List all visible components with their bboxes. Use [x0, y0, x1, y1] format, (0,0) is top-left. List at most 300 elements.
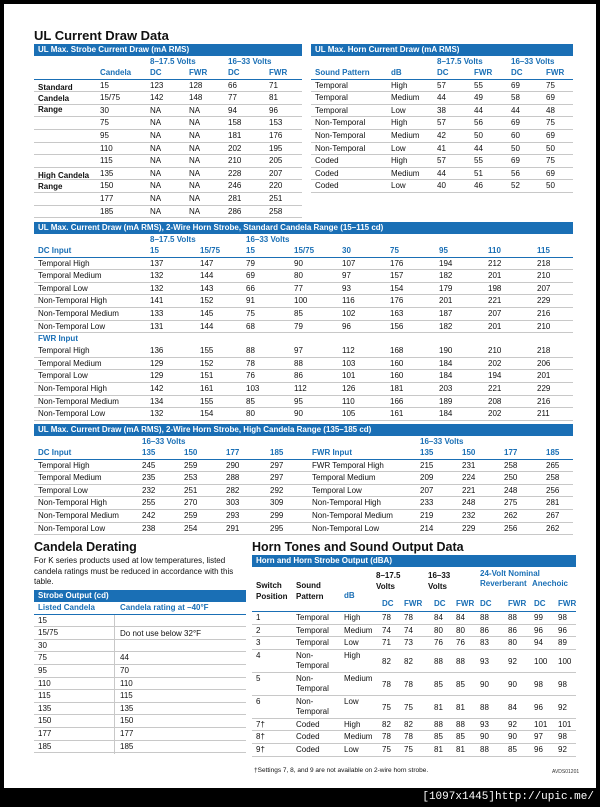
table-cell: 207: [537, 283, 551, 293]
col-fwr: FWR: [456, 599, 475, 608]
table-cell: NA: [150, 143, 162, 153]
table-cell: 242: [142, 510, 156, 520]
table-cell: 248: [504, 485, 518, 495]
col-candela-1: 15/75: [200, 246, 221, 255]
table-cell: 144: [200, 271, 214, 281]
table-cell: 259: [184, 510, 198, 520]
table-cell: 155: [200, 396, 214, 406]
table-row: [34, 460, 573, 473]
table-cell: FWR Temporal High: [312, 460, 384, 470]
fwr-input-label: FWR Input: [312, 448, 352, 457]
document-code: AVDS01201: [552, 769, 580, 775]
table-cell: 93: [480, 656, 489, 666]
table-cell: 40: [437, 181, 446, 191]
table-cell: 142: [150, 383, 164, 393]
table-cell: Non-Temporal Low: [38, 523, 106, 533]
table-cell: 51: [474, 168, 483, 178]
table-cell: 150: [38, 716, 52, 726]
table-cell: 95: [294, 396, 303, 406]
table-cell: 181: [228, 130, 242, 140]
table-cell: 90: [480, 732, 489, 742]
table-cell: 92: [558, 702, 567, 712]
table-cell: 82: [404, 719, 413, 729]
table-cell: Medium: [344, 625, 373, 635]
col-sound-pattern: Sound Pattern: [315, 68, 370, 77]
table-cell: NA: [189, 206, 201, 216]
table-cell: 286: [228, 206, 242, 216]
table-cell: 103: [246, 383, 260, 393]
col-candela-135: 135: [420, 448, 434, 457]
table-cell: Medium: [391, 93, 420, 103]
table-cell: 80: [434, 625, 443, 635]
table-cell: NA: [189, 143, 201, 153]
table-cell: Temporal Medium: [312, 473, 376, 483]
table-cell: 198: [488, 283, 502, 293]
table-cell: 41: [437, 143, 446, 153]
table-cell: 85: [434, 732, 443, 742]
table-cell: 76: [434, 638, 443, 648]
table-cell: 97: [294, 346, 303, 356]
table-cell: 184: [439, 371, 453, 381]
table-cell: 245: [142, 460, 156, 470]
table-cell: 177: [120, 728, 134, 738]
table-cell: 253: [184, 473, 198, 483]
table-cell: Temporal: [315, 93, 348, 103]
table-cell: 90: [508, 732, 517, 742]
table-cell: 56: [474, 118, 483, 128]
table-cell: 187: [439, 308, 453, 318]
col-fwr: FWR: [546, 68, 565, 77]
table-cell: 190: [439, 346, 453, 356]
std2-group-a: 8–17.5 Volts: [150, 235, 196, 244]
table-cell: 262: [546, 523, 560, 533]
col-dc: DC: [382, 599, 394, 608]
table-cell: 86: [480, 625, 489, 635]
col-candela: Candela: [100, 68, 132, 77]
table-cell: 182: [439, 271, 453, 281]
col-dc: DC: [434, 599, 446, 608]
table-cell: 155: [200, 346, 214, 356]
col-dc: DC: [511, 68, 523, 77]
two-wire-high-header: UL Max. Current Draw (mA RMS), 2-Wire Horn Strobe, High Candela Range (135–185 cd): [34, 424, 573, 436]
table-cell: NA: [150, 206, 162, 216]
table-cell: 81: [456, 744, 465, 754]
table-cell: 69: [511, 118, 520, 128]
table-cell: Non-Temporal Low: [38, 321, 106, 331]
table-cell: 96: [534, 702, 543, 712]
table-cell: 232: [462, 510, 476, 520]
col-fwr: FWR: [404, 599, 423, 608]
table-cell: Low: [344, 744, 359, 754]
table-cell: 75: [382, 744, 391, 754]
table-cell: 256: [504, 523, 518, 533]
table-row: [34, 295, 573, 308]
table-cell: 201: [488, 271, 502, 281]
table-cell: 48: [546, 105, 555, 115]
table-cell: 205: [269, 156, 283, 166]
col-db: dB: [391, 68, 402, 77]
table-cell: Non-Temporal Medium: [38, 396, 119, 406]
table-cell: 220: [269, 181, 283, 191]
table-cell: NA: [150, 118, 162, 128]
table-cell: 141: [150, 296, 164, 306]
table-cell: 74: [404, 625, 413, 635]
spec-page: [4, 4, 596, 788]
table-cell: 90: [294, 409, 303, 419]
table-cell: 85: [434, 679, 443, 689]
tones-table: [252, 555, 580, 775]
table-cell: 73: [404, 638, 413, 648]
table-cell: Non-Temporal High: [38, 498, 107, 508]
table-cell: 297: [270, 460, 284, 470]
table-cell: 229: [537, 383, 551, 393]
table-cell: 69: [546, 168, 555, 178]
table-cell: 75: [546, 80, 555, 90]
table-cell: 184: [439, 409, 453, 419]
table-cell: 80: [508, 638, 517, 648]
table-cell: 303: [226, 498, 240, 508]
table-cell: 150: [100, 181, 114, 191]
table-cell: 238: [142, 523, 156, 533]
table-cell: 75: [382, 702, 391, 712]
table-cell: 55: [474, 80, 483, 90]
col-dc: DC: [534, 599, 546, 608]
table-cell: 71: [269, 80, 278, 90]
table-cell: 115: [120, 691, 133, 701]
table-cell: 92: [508, 719, 517, 729]
table-cell: 30: [100, 105, 109, 115]
table-cell: Temporal Low: [312, 485, 362, 495]
table-cell: 258: [504, 460, 518, 470]
table-cell: 79: [294, 321, 303, 331]
table-cell: 168: [390, 346, 404, 356]
col-candela-150: 150: [462, 448, 476, 457]
table-cell: 44: [437, 93, 446, 103]
table-cell: 89: [558, 638, 567, 648]
table-cell: 160: [390, 371, 404, 381]
table-row: [311, 117, 573, 130]
col-candela-135: 135: [142, 448, 156, 457]
derating-row: [34, 615, 246, 628]
table-cell: 74: [382, 625, 391, 635]
table-cell: 203: [439, 383, 453, 393]
table-cell: 129: [150, 358, 164, 368]
table-cell: 291: [226, 523, 240, 533]
table-cell: Non-Temporal: [296, 650, 329, 670]
table-cell: 152: [200, 358, 214, 368]
table-cell: 132: [150, 409, 164, 419]
table-cell: 131: [150, 321, 164, 331]
table-cell: 210: [537, 321, 551, 331]
table-cell: 8†: [256, 732, 265, 742]
table-cell: Medium: [344, 673, 373, 683]
col-candela-177: 177: [504, 448, 518, 457]
table-cell: 275: [504, 498, 518, 508]
col-dc: DC: [437, 68, 449, 77]
table-cell: 96: [534, 744, 543, 754]
table-row: [311, 155, 573, 168]
table-cell: 128: [189, 80, 203, 90]
table-cell: 93: [342, 283, 351, 293]
table-row: [34, 396, 573, 409]
table-cell: Coded: [296, 719, 320, 729]
table-cell: 30: [38, 640, 47, 650]
table-cell: 100: [534, 656, 548, 666]
table-cell: 194: [488, 371, 502, 381]
tones-table-header: Horn and Horn Strobe Output (dBA): [252, 555, 576, 567]
table-cell: 246: [228, 181, 242, 191]
table-cell: NA: [189, 105, 201, 115]
high-candela-label: High Candela Range: [38, 170, 90, 191]
table-cell: 137: [150, 258, 164, 268]
table-cell: 254: [184, 523, 198, 533]
table-cell: NA: [189, 193, 201, 203]
table-cell: 258: [546, 473, 560, 483]
high2-group-dc: 16–33 Volts: [142, 437, 186, 446]
table-cell: 68: [246, 321, 255, 331]
table-row: [34, 155, 302, 168]
table-row: [34, 117, 302, 130]
table-cell: 135: [38, 703, 52, 713]
table-cell: 153: [269, 118, 283, 128]
table-cell: 145: [200, 308, 214, 318]
table-cell: 309: [270, 498, 284, 508]
tones-reverberant: Reverberant: [480, 579, 527, 588]
table-cell: Coded: [296, 744, 320, 754]
table-cell: 85: [294, 308, 303, 318]
table-cell: 80: [246, 409, 255, 419]
table-cell: 185: [38, 741, 52, 751]
table-cell: 49: [474, 93, 483, 103]
strobe-group-b: 16–33 Volts: [228, 57, 272, 66]
table-cell: 157: [390, 271, 404, 281]
table-cell: 56: [511, 168, 520, 178]
dc-input-label: DC Input: [38, 448, 72, 457]
table-cell: 163: [390, 308, 404, 318]
table-cell: 75: [546, 118, 555, 128]
table-cell: Non-Temporal High: [38, 383, 107, 393]
table-cell: 75: [38, 653, 47, 663]
table-cell: 57: [437, 118, 446, 128]
table-cell: 221: [488, 296, 502, 306]
table-cell: 78: [404, 679, 413, 689]
table-cell: Temporal Medium: [38, 473, 102, 483]
table-cell: 185: [120, 741, 134, 751]
table-cell: 142: [150, 93, 164, 103]
table-cell: 221: [462, 485, 476, 495]
table-cell: 78: [382, 613, 391, 622]
table-row: [34, 92, 302, 105]
table-cell: 132: [150, 271, 164, 281]
table-cell: Non-Temporal High: [312, 498, 381, 508]
table-cell: 66: [246, 283, 255, 293]
table-cell: 161: [390, 409, 404, 419]
table-cell: 44: [437, 168, 446, 178]
table-cell: High: [344, 613, 361, 622]
table-cell: 83: [480, 638, 489, 648]
derating-table-header: Strobe Output (cd): [34, 590, 246, 602]
table-cell: Temporal High: [38, 346, 90, 356]
table-cell: Non-Temporal Medium: [38, 308, 119, 318]
table-row: [311, 80, 573, 93]
table-row: [34, 358, 573, 371]
table-cell: 96: [558, 625, 567, 635]
table-cell: 84: [434, 613, 443, 622]
table-row: [34, 510, 573, 523]
table-cell: 112: [294, 383, 307, 393]
table-cell: NA: [150, 168, 162, 178]
table-cell: 44: [474, 105, 483, 115]
table-cell: 57: [437, 156, 446, 166]
table-cell: 136: [150, 346, 164, 356]
table-cell: 1: [256, 613, 261, 622]
table-cell: 75: [404, 702, 413, 712]
table-cell: Non-Temporal High: [38, 296, 107, 306]
table-cell: 251: [269, 193, 283, 203]
table-cell: 101: [534, 719, 548, 729]
table-cell: 84: [508, 702, 517, 712]
table-cell: 207: [269, 168, 283, 178]
table-cell: 194: [439, 258, 453, 268]
table-row: [34, 383, 573, 396]
table-row: [311, 168, 573, 181]
table-cell: 52: [511, 181, 520, 191]
table-cell: Coded: [315, 181, 339, 191]
table-cell: 148: [189, 93, 203, 103]
table-cell: Temporal: [315, 105, 348, 115]
table-cell: 103: [342, 358, 356, 368]
col-candela-2: 15: [246, 246, 255, 255]
table-row: [311, 180, 573, 193]
table-cell: 181: [390, 383, 404, 393]
derating-text: For K series products used at low temperatures, listed candela ratings must be reduced in accordance with this table.: [34, 556, 234, 586]
table-cell: 189: [439, 396, 453, 406]
table-cell: 88: [480, 613, 489, 622]
tones-group-2: 16–33 Volts: [428, 571, 451, 591]
table-cell: 88: [456, 656, 465, 666]
standard-candela-label: Standard Candela Range: [38, 82, 73, 114]
col-sound-pattern: Sound Pattern: [296, 581, 324, 601]
table-cell: High: [391, 156, 408, 166]
table-cell: 177: [100, 193, 114, 203]
horn-table-header: UL Max. Horn Current Draw (mA RMS): [311, 44, 573, 56]
two-wire-standard-header: UL Max. Current Draw (mA RMS), 2-Wire Horn Strobe, Standard Candela Range (15–115 cd): [34, 222, 573, 234]
col-db: dB: [344, 591, 355, 600]
table-cell: 78: [404, 613, 413, 622]
table-cell: 9†: [256, 744, 265, 754]
table-cell: 116: [342, 296, 355, 306]
table-cell: 258: [269, 206, 283, 216]
table-cell: 202: [488, 409, 502, 419]
col-candela-150: 150: [184, 448, 198, 457]
table-cell: 100: [558, 656, 572, 666]
table-cell: 46: [474, 181, 483, 191]
table-cell: 256: [546, 485, 560, 495]
table-row: [34, 308, 573, 321]
table-cell: NA: [150, 193, 162, 203]
table-cell: 202: [488, 358, 502, 368]
table-cell: 88: [508, 613, 517, 622]
table-cell: 88: [294, 358, 303, 368]
table-cell: 84: [456, 613, 465, 622]
table-cell: 55: [474, 156, 483, 166]
table-cell: Coded: [315, 156, 339, 166]
derating-row: [34, 627, 246, 640]
table-cell: 90: [508, 679, 517, 689]
strobe-table-header: UL Max. Strobe Current Draw (mA RMS): [34, 44, 302, 56]
table-cell: High: [344, 650, 361, 660]
col-candela-185: 185: [270, 448, 284, 457]
table-row: [311, 130, 573, 143]
table-cell: NA: [150, 181, 162, 191]
table-cell: 219: [420, 510, 434, 520]
table-cell: Medium: [344, 732, 373, 742]
table-cell: 97: [342, 271, 351, 281]
table-cell: 96: [534, 625, 543, 635]
table-cell: Non-Temporal: [315, 118, 366, 128]
table-cell: 281: [228, 193, 242, 203]
table-cell: 94: [228, 105, 237, 115]
table-cell: 156: [390, 321, 404, 331]
table-row: [34, 168, 302, 181]
tones-row: [252, 625, 576, 638]
table-cell: 5: [256, 673, 261, 683]
derating-row: [34, 640, 246, 653]
table-cell: 154: [200, 409, 214, 419]
table-cell: Temporal High: [38, 258, 90, 268]
table-cell: Temporal Low: [38, 371, 88, 381]
table-cell: 80: [294, 271, 303, 281]
table-cell: 143: [200, 283, 214, 293]
table-cell: Low: [391, 181, 406, 191]
col-candela-5: 75: [390, 246, 399, 255]
table-cell: 206: [537, 358, 551, 368]
col-candela-185: 185: [546, 448, 560, 457]
table-cell: 96: [269, 105, 278, 115]
table-cell: 299: [270, 510, 284, 520]
table-cell: 71: [382, 638, 391, 648]
table-cell: 92: [508, 656, 517, 666]
table-cell: 90: [294, 258, 303, 268]
table-cell: 154: [390, 283, 404, 293]
table-cell: 212: [488, 258, 502, 268]
table-cell: 292: [270, 485, 284, 495]
table-cell: 80: [456, 625, 465, 635]
tones-title: Horn Tones and Sound Output Data: [252, 540, 464, 554]
table-cell: 102: [342, 308, 356, 318]
table-row: [34, 321, 573, 334]
table-cell: 265: [546, 460, 560, 470]
table-cell: NA: [189, 130, 201, 140]
fwr-input-label: FWR Input: [38, 334, 78, 344]
table-cell: 151: [200, 371, 214, 381]
table-cell: 50: [546, 181, 555, 191]
table-cell: 98: [534, 679, 543, 689]
table-cell: 88: [246, 346, 255, 356]
table-cell: 78: [382, 732, 391, 742]
tones-row: [252, 673, 576, 696]
table-cell: Non-Temporal Low: [312, 523, 380, 533]
table-cell: 66: [228, 80, 237, 90]
col-fwr: FWR: [189, 68, 208, 77]
table-cell: 98: [558, 679, 567, 689]
table-cell: Temporal: [296, 638, 329, 648]
table-cell: 107: [342, 258, 356, 268]
table-cell: 135: [100, 168, 114, 178]
table-cell: 251: [184, 485, 198, 495]
table-cell: 267: [546, 510, 560, 520]
table-cell: 85: [508, 744, 517, 754]
